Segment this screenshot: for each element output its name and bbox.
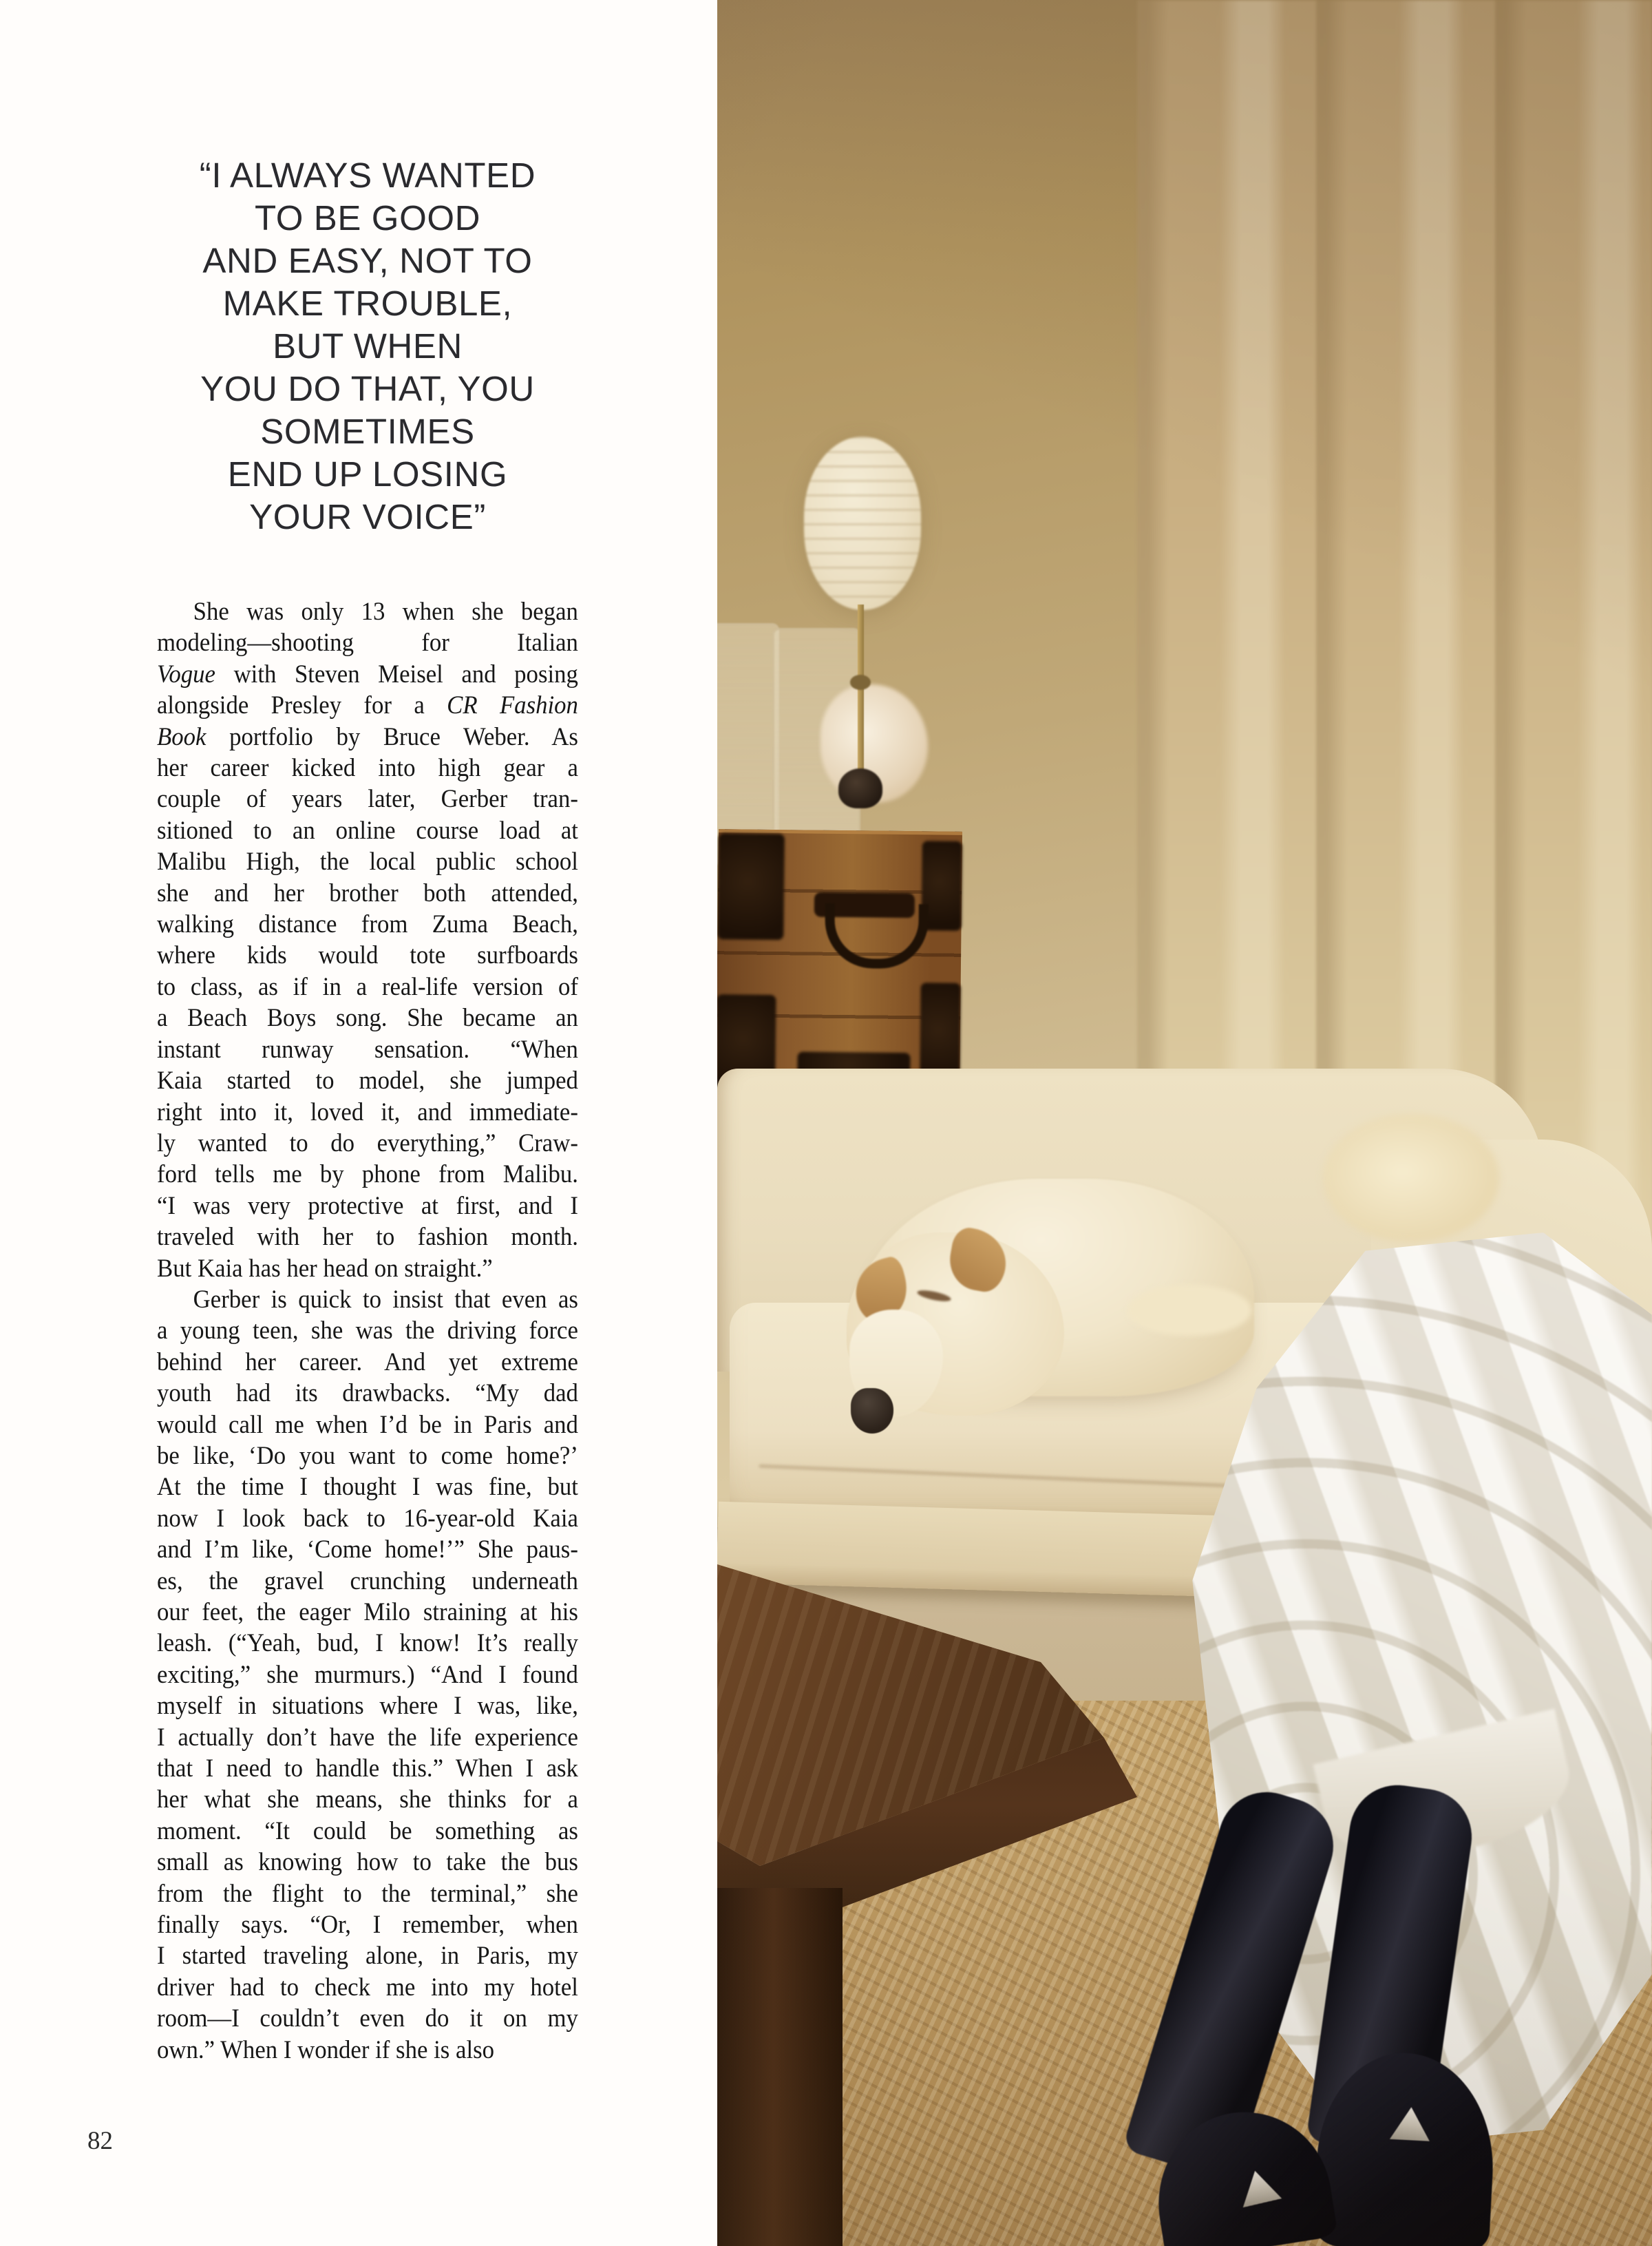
body-line: and I’m like, ‘Come home!’” She paus- bbox=[157, 1535, 578, 1564]
chest-handle bbox=[825, 903, 929, 969]
body-line: But Kaia has her head on straight.” bbox=[157, 1254, 493, 1283]
pull-quote-line: MAKE TROUBLE, bbox=[222, 284, 513, 323]
body-line: now I look back to 16-year-old Kaia bbox=[157, 1504, 578, 1533]
body-line: sitioned to an online course load at bbox=[157, 816, 578, 845]
pull-quote-line: YOUR VOICE” bbox=[249, 497, 486, 536]
body-line: traveled with her to fashion month. bbox=[157, 1223, 578, 1252]
pull-quote-line: TO BE GOOD bbox=[254, 198, 481, 238]
pull-quote-line: YOU DO THAT, YOU bbox=[200, 369, 535, 408]
tansu-chest bbox=[717, 829, 962, 1095]
body-line: I started traveling alone, in Paris, my bbox=[157, 1942, 578, 1971]
paragraph bbox=[157, 1284, 578, 2066]
pull-quote bbox=[157, 154, 578, 538]
body-line: Kaia started to model, she jumped bbox=[157, 1067, 578, 1095]
body-line: a young teen, she was the driving force bbox=[157, 1316, 578, 1345]
dog-paw bbox=[1127, 1285, 1251, 1336]
body-line: to class, as if in a real-life version of bbox=[157, 972, 578, 1001]
body-line: At the time I thought I was fine, but bbox=[157, 1473, 578, 1502]
body-line: Book portfolio by Bruce Weber. As bbox=[157, 722, 578, 751]
pull-quote-line: END UP LOSING bbox=[227, 454, 508, 494]
body-line: right into it, loved it, and immediate- bbox=[157, 1098, 578, 1126]
body-line: ly wanted to do everything,” Craw- bbox=[157, 1129, 578, 1157]
body-line: youth had its drawbacks. “My dad bbox=[157, 1379, 578, 1408]
body-line: finally says. “Or, I remember, when bbox=[157, 1911, 578, 1940]
body-line: leash. (“Yeah, bud, I know! It’s really bbox=[157, 1629, 578, 1658]
pull-quote-line: SOMETIMES bbox=[260, 412, 475, 451]
dog-tail bbox=[1323, 1114, 1499, 1242]
paper-lantern-lamp bbox=[804, 437, 921, 610]
body-line: her career kicked into high gear a bbox=[157, 754, 578, 783]
pull-quote-line: “I ALWAYS WANTED bbox=[199, 156, 536, 195]
body-line: own.” When I wonder if she is also bbox=[157, 2035, 495, 2064]
body-line: instant runway sensation. “When bbox=[157, 1035, 578, 1064]
body-line: room—I couldn’t even do it on my bbox=[157, 2004, 578, 2033]
body-line: a Beach Boys song. She became an bbox=[157, 1004, 578, 1033]
body-line: our feet, the eager Milo straining at his bbox=[157, 1598, 578, 1626]
prada-triangle-logo-icon bbox=[1236, 2166, 1282, 2207]
body-line: “I was very protective at first, and I bbox=[157, 1191, 578, 1220]
body-line: alongside Presley for a CR Fashion bbox=[157, 691, 578, 720]
body-line: would call me when I’d be in Paris and bbox=[157, 1410, 578, 1439]
page-number: 82 bbox=[87, 2127, 113, 2155]
body-line: from the flight to the terminal,” she bbox=[157, 1879, 578, 1908]
body-line: exciting,” she murmurs.) “And I found bbox=[157, 1660, 578, 1689]
body-line: modeling—shooting for Italian bbox=[157, 629, 578, 658]
body-line: She was only 13 when she began bbox=[193, 598, 578, 626]
body-line: Malibu High, the local public school bbox=[157, 848, 578, 877]
coffee-table-leg bbox=[717, 1888, 843, 2246]
body-line: couple of years later, Gerber tran- bbox=[157, 785, 578, 814]
paragraph bbox=[157, 596, 578, 1284]
body-line: driver had to check me into my hotel bbox=[157, 1973, 578, 2002]
body-line: Vogue with Steven Meisel and posing bbox=[157, 660, 578, 689]
lamp-knob bbox=[850, 675, 871, 690]
editorial-photo bbox=[717, 0, 1652, 2246]
body-line: ford tells me by phone from Malibu. bbox=[157, 1160, 578, 1189]
body-line: es, the gravel crunching underneath bbox=[157, 1566, 578, 1595]
lamp-stem bbox=[858, 605, 864, 775]
article-body bbox=[157, 596, 578, 2066]
body-line: I actually don’t have the life experience bbox=[157, 1723, 578, 1752]
body-line: that I need to handle this.” When I ask bbox=[157, 1754, 578, 1783]
curtain bbox=[1137, 0, 1652, 1232]
body-line: where kids would tote surfboards bbox=[157, 941, 578, 970]
dog-nose bbox=[851, 1388, 893, 1434]
prada-triangle-logo-icon bbox=[1390, 2106, 1431, 2141]
body-line: Gerber is quick to insist that even as bbox=[193, 1285, 578, 1314]
article-column bbox=[157, 0, 578, 2066]
body-line: be like, ‘Do you want to come home?’ bbox=[157, 1441, 578, 1470]
lamp-base bbox=[838, 768, 882, 808]
body-line: myself in situations where I was, like, bbox=[157, 1692, 578, 1721]
body-line: moment. “It could be something as bbox=[157, 1816, 578, 1845]
body-line: she and her brother both attended, bbox=[157, 879, 578, 907]
body-line: small as knowing how to take the bus bbox=[157, 1848, 578, 1877]
body-line: behind her career. And yet extreme bbox=[157, 1347, 578, 1376]
pull-quote-line: AND EASY, NOT TO bbox=[202, 241, 533, 280]
body-line: her what she means, she thinks for a bbox=[157, 1785, 578, 1814]
chest-bracket-icon bbox=[717, 833, 785, 940]
pull-quote-line: BUT WHEN bbox=[273, 326, 463, 366]
body-line: walking distance from Zuma Beach, bbox=[157, 910, 578, 939]
